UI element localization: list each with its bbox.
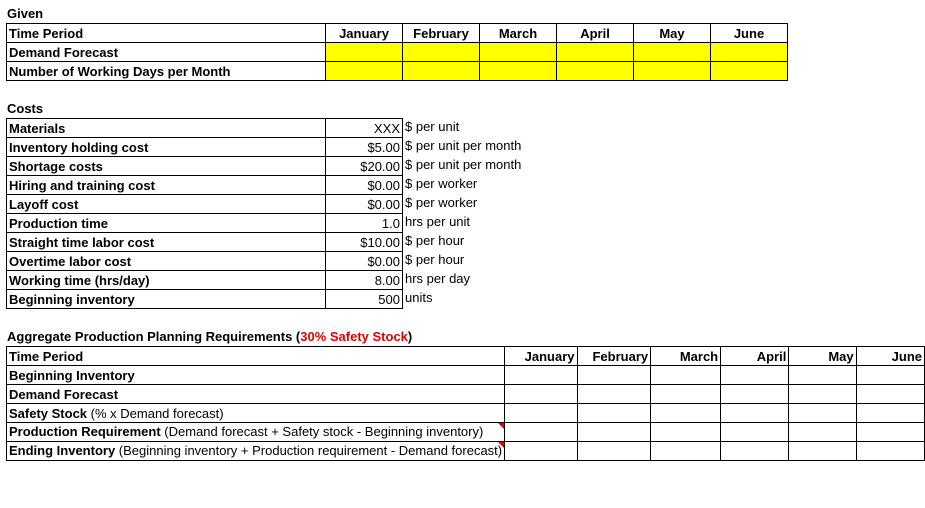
comment-indicator-icon[interactable] — [498, 423, 504, 429]
given-header-row — [7, 24, 788, 43]
app-month-may[interactable]: May — [789, 347, 856, 366]
input-cell[interactable] — [326, 43, 403, 62]
cost-row — [7, 176, 403, 195]
data-cell[interactable] — [505, 423, 577, 442]
input-cell[interactable] — [403, 62, 480, 81]
data-cell[interactable] — [721, 423, 789, 442]
cost-row — [7, 214, 403, 233]
app-row-safety-stock — [7, 404, 925, 423]
cost-value[interactable]: XXX — [326, 119, 403, 138]
comment-indicator-icon[interactable] — [498, 442, 504, 448]
cost-value[interactable]: $0.00 — [326, 176, 403, 195]
input-cell[interactable] — [711, 43, 788, 62]
data-cell[interactable] — [856, 385, 924, 404]
data-cell[interactable] — [651, 442, 721, 461]
app-row-note: (% x Demand forecast) — [87, 405, 224, 421]
app-row-label[interactable]: Demand Forecast — [7, 385, 505, 404]
data-cell[interactable] — [577, 404, 651, 423]
app-month-february[interactable]: February — [577, 347, 651, 366]
cost-unit[interactable]: $ per unit per month — [405, 138, 522, 153]
app-row-label[interactable]: Beginning Inventory — [7, 366, 505, 385]
cost-label[interactable]: Beginning inventory — [7, 290, 326, 309]
cost-value[interactable]: $5.00 — [326, 138, 403, 157]
data-cell[interactable] — [721, 385, 789, 404]
cost-label[interactable]: Overtime labor cost — [7, 252, 326, 271]
app-row-label: Safety Stock — [9, 405, 88, 421]
data-cell[interactable] — [505, 366, 577, 385]
given-row-working-days — [7, 62, 788, 81]
app-month-january[interactable]: January — [505, 347, 577, 366]
data-cell[interactable] — [577, 423, 651, 442]
app-month-april[interactable]: April — [721, 347, 789, 366]
app-row-label: Production Requirement — [9, 424, 161, 439]
app-title-close: ) — [407, 329, 413, 344]
given-row-label[interactable]: Number of Working Days per Month — [7, 62, 326, 81]
cost-unit[interactable]: $ per unit — [405, 119, 460, 134]
data-cell[interactable] — [789, 366, 856, 385]
given-row-label[interactable]: Demand Forecast — [7, 43, 326, 62]
cost-unit[interactable]: units — [405, 290, 433, 305]
cost-row — [7, 157, 403, 176]
input-cell[interactable] — [480, 62, 557, 81]
given-month-may[interactable]: May — [634, 24, 711, 43]
data-cell[interactable] — [789, 442, 856, 461]
app-header-label[interactable]: Time Period — [7, 347, 505, 366]
cost-unit[interactable]: hrs per unit — [405, 214, 471, 229]
input-cell[interactable] — [634, 62, 711, 81]
cost-unit[interactable]: $ per hour — [405, 233, 465, 248]
given-table — [6, 23, 788, 81]
app-row-note: (Beginning inventory + Production requirement - Demand forecast) — [115, 443, 503, 458]
app-row-production-requirement — [7, 423, 925, 442]
app-row-note: (Demand forecast + Safety stock - Beginning inventory) — [160, 424, 484, 439]
cost-unit[interactable]: $ per unit per month — [405, 157, 522, 172]
input-cell[interactable] — [711, 62, 788, 81]
cost-label[interactable]: Production time — [7, 214, 326, 233]
data-cell[interactable] — [577, 366, 651, 385]
cost-row — [7, 138, 403, 157]
given-month-february[interactable]: February — [403, 24, 480, 43]
data-cell[interactable] — [721, 366, 789, 385]
data-cell[interactable] — [651, 385, 721, 404]
safety-stock-percent: 30% Safety Stock — [300, 329, 408, 344]
given-month-january[interactable]: January — [326, 24, 403, 43]
given-month-march[interactable]: March — [480, 24, 557, 43]
data-cell[interactable] — [721, 442, 789, 461]
input-cell[interactable] — [557, 62, 634, 81]
data-cell[interactable] — [505, 385, 577, 404]
data-cell[interactable] — [505, 442, 577, 461]
cost-row — [7, 233, 403, 252]
cost-value[interactable]: 8.00 — [326, 271, 403, 290]
data-cell[interactable] — [856, 404, 924, 423]
given-title: Given — [7, 6, 44, 21]
given-month-april[interactable]: April — [557, 24, 634, 43]
data-cell[interactable] — [856, 442, 924, 461]
cost-value[interactable]: 500 — [326, 290, 403, 309]
app-row-label-cell[interactable] — [7, 423, 505, 442]
cost-value[interactable]: $20.00 — [326, 157, 403, 176]
given-month-june[interactable]: June — [711, 24, 788, 43]
input-cell[interactable] — [634, 43, 711, 62]
cost-row — [7, 252, 403, 271]
app-row-label: Ending Inventory — [9, 443, 116, 458]
cost-label[interactable]: Working time (hrs/day) — [7, 271, 326, 290]
app-title-text: Aggregate Production Planning Requirements ( — [7, 329, 301, 344]
given-header-label[interactable]: Time Period — [7, 24, 326, 43]
cost-value[interactable]: $10.00 — [326, 233, 403, 252]
data-cell[interactable] — [651, 404, 721, 423]
data-cell[interactable] — [651, 423, 721, 442]
data-cell[interactable] — [789, 404, 856, 423]
cost-row — [7, 119, 403, 138]
costs-table — [6, 118, 403, 309]
cost-label[interactable]: Inventory holding cost — [7, 138, 326, 157]
data-cell[interactable] — [856, 366, 924, 385]
data-cell[interactable] — [789, 423, 856, 442]
app-row-label-cell[interactable] — [7, 404, 505, 423]
input-cell[interactable] — [480, 43, 557, 62]
cost-value[interactable]: $0.00 — [326, 252, 403, 271]
costs-title: Costs — [7, 101, 44, 116]
cost-label[interactable]: Layoff cost — [7, 195, 326, 214]
cost-row — [7, 290, 403, 309]
data-cell[interactable] — [577, 442, 651, 461]
app-table — [6, 346, 925, 461]
app-header-row — [7, 347, 925, 366]
cost-unit[interactable]: hrs per day — [405, 271, 471, 286]
data-cell[interactable] — [651, 366, 721, 385]
app-month-march[interactable]: March — [651, 347, 721, 366]
cost-label[interactable]: Hiring and training cost — [7, 176, 326, 195]
cost-label[interactable]: Straight time labor cost — [7, 233, 326, 252]
cost-row — [7, 271, 403, 290]
input-cell[interactable] — [326, 62, 403, 81]
cost-unit[interactable]: $ per worker — [405, 195, 478, 210]
input-cell[interactable] — [403, 43, 480, 62]
app-month-june[interactable]: June — [856, 347, 924, 366]
app-title — [7, 329, 412, 344]
data-cell[interactable] — [856, 423, 924, 442]
app-row-ending-inventory — [7, 442, 925, 461]
cost-unit[interactable]: $ per hour — [405, 252, 465, 267]
data-cell[interactable] — [577, 385, 651, 404]
app-row-beginning-inventory — [7, 366, 925, 385]
given-row-demand-forecast — [7, 43, 788, 62]
cost-unit[interactable]: $ per worker — [405, 176, 478, 191]
cost-value[interactable]: $0.00 — [326, 195, 403, 214]
app-row-demand-forecast — [7, 385, 925, 404]
data-cell[interactable] — [789, 385, 856, 404]
app-row-label-cell[interactable] — [7, 442, 505, 461]
input-cell[interactable] — [557, 43, 634, 62]
cost-value[interactable]: 1.0 — [326, 214, 403, 233]
data-cell[interactable] — [505, 404, 577, 423]
cost-label[interactable]: Materials — [7, 119, 326, 138]
data-cell[interactable] — [721, 404, 789, 423]
cost-label[interactable]: Shortage costs — [7, 157, 326, 176]
cost-row — [7, 195, 403, 214]
